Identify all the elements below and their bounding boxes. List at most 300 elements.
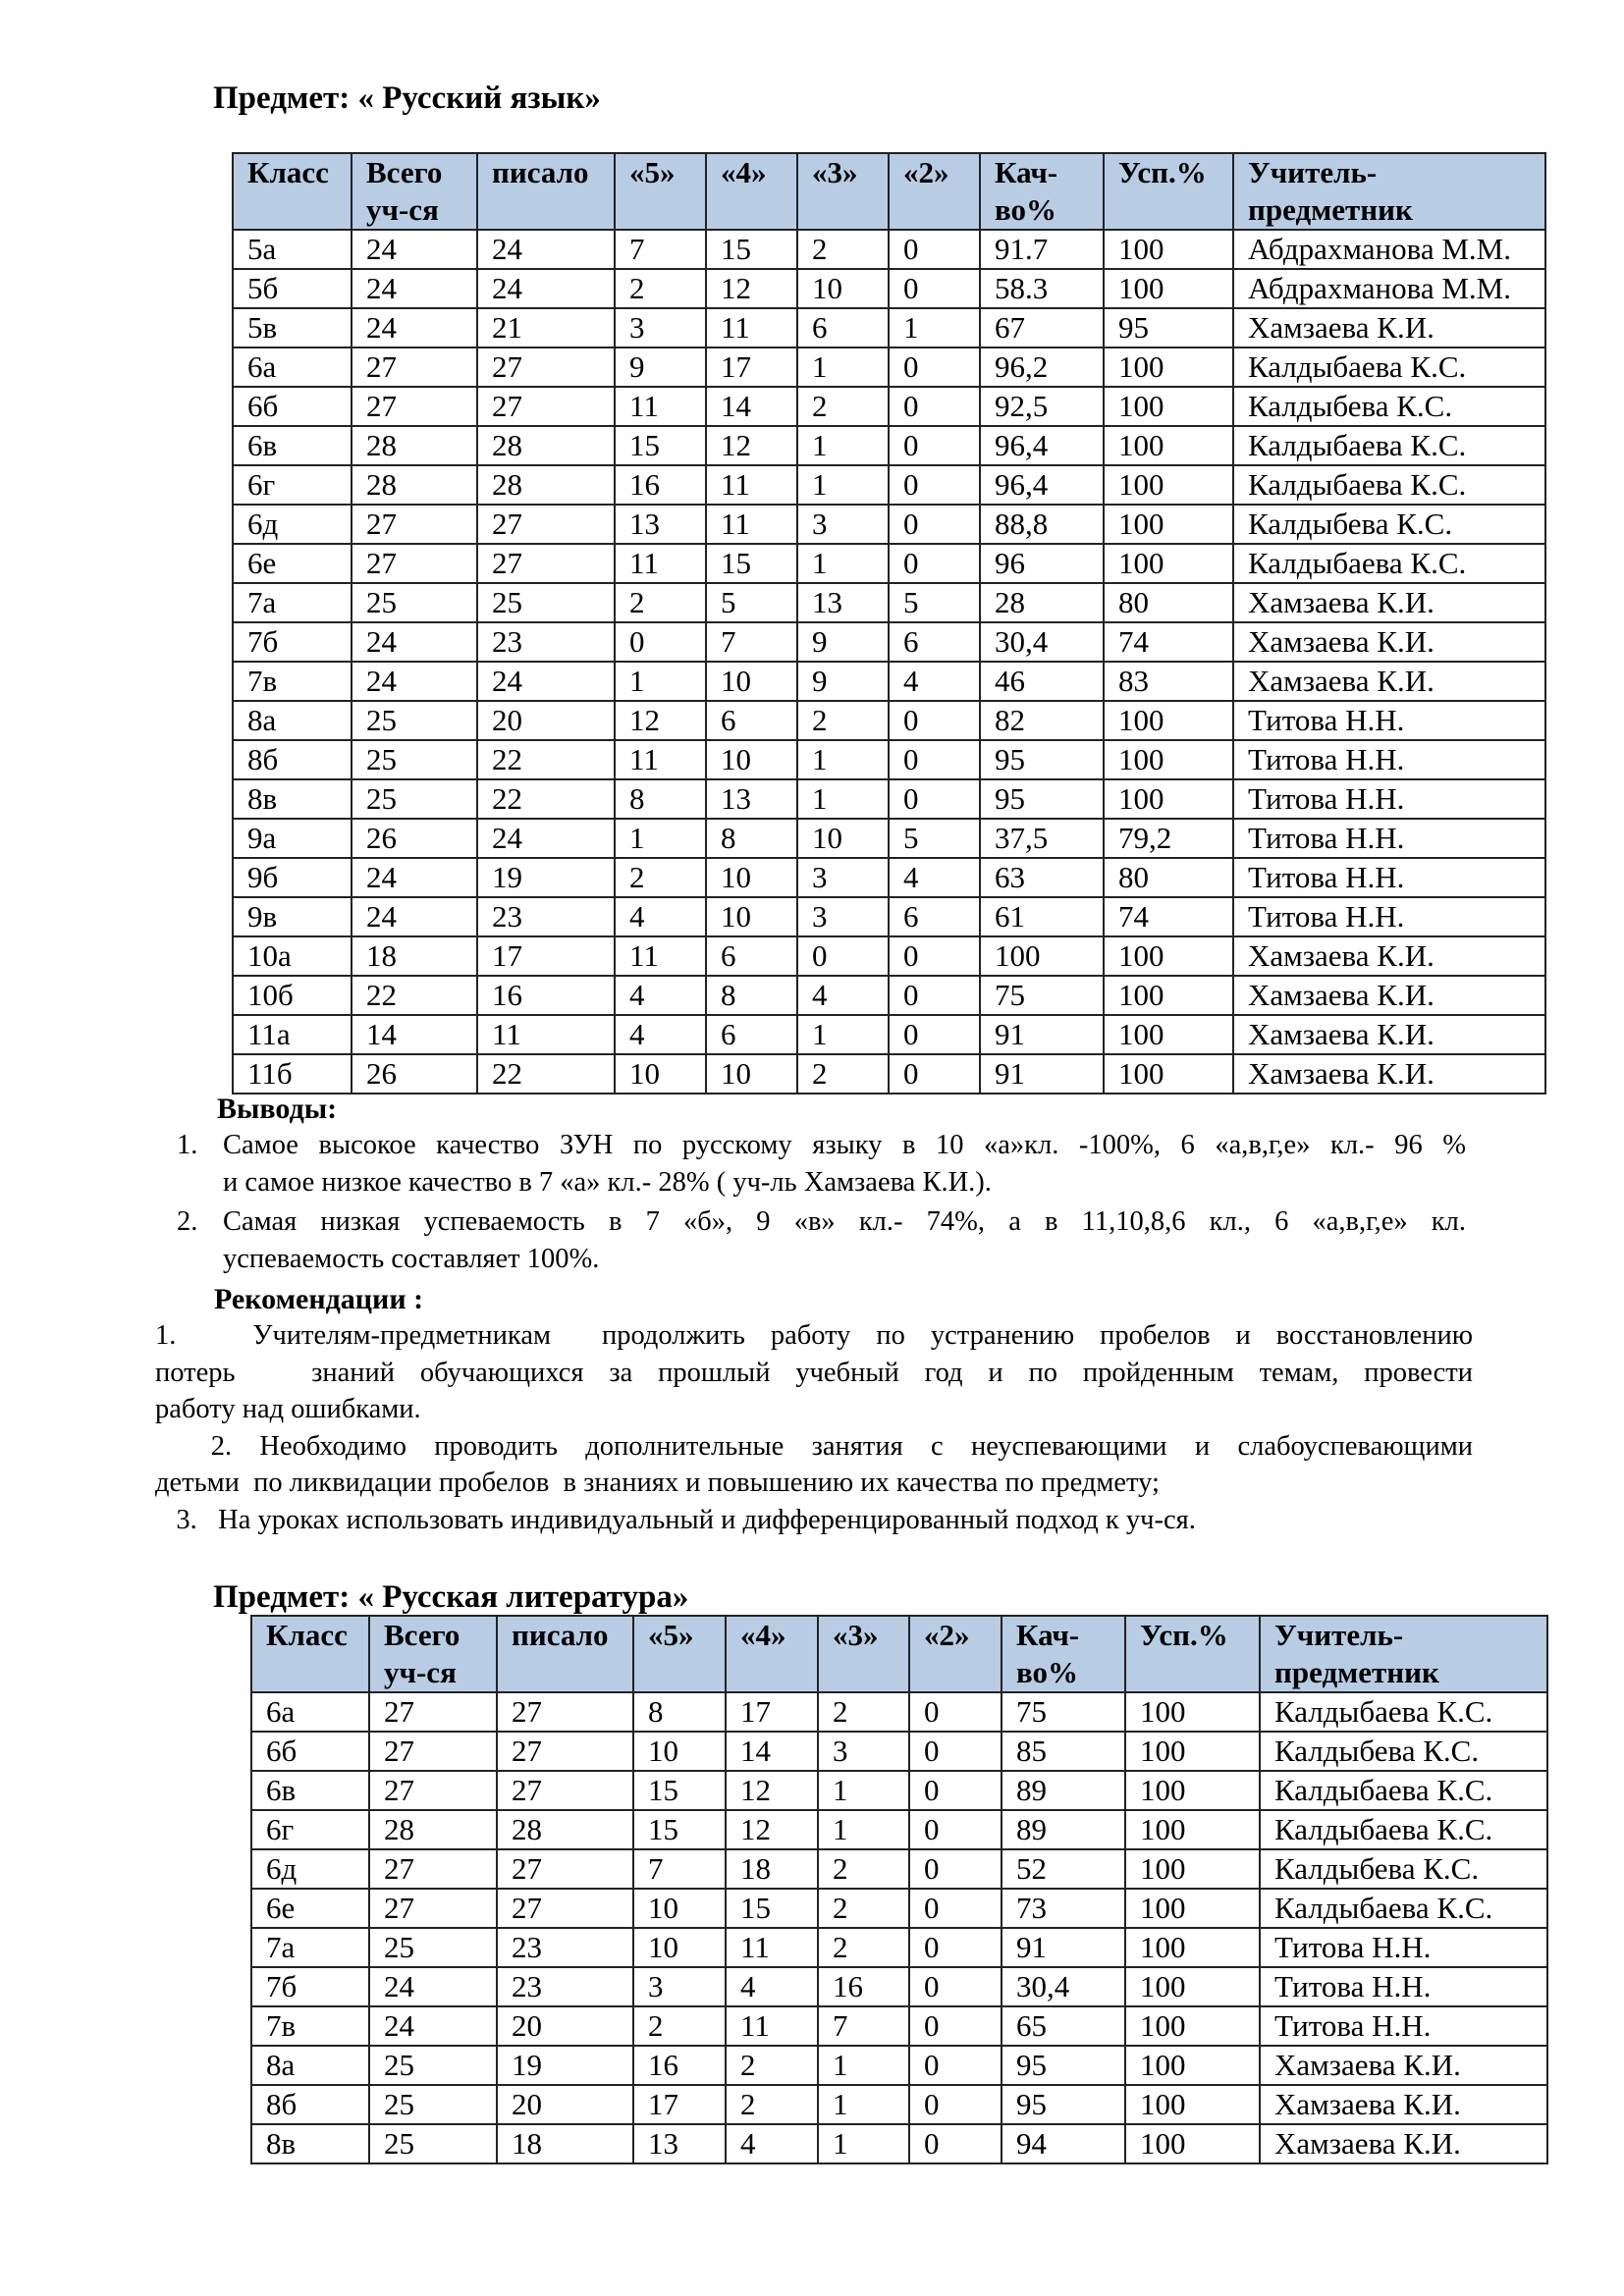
total-students-cell: 25 xyxy=(369,2124,497,2163)
grade-3-cell: 2 xyxy=(818,1889,909,1928)
quality-percent-cell: 61 xyxy=(980,897,1104,936)
teacher-cell: Калдыбаева К.С. xyxy=(1233,544,1545,583)
grade-4-cell: 10 xyxy=(706,662,797,701)
total-students-cell: 25 xyxy=(369,1928,497,1967)
grade-2-cell: 0 xyxy=(909,1889,1001,1928)
grade-5-cell: 3 xyxy=(633,1967,726,2006)
grade-4-cell: 10 xyxy=(706,740,797,779)
table-row xyxy=(251,2124,1547,2163)
grade-3-cell: 2 xyxy=(818,1928,909,1967)
grade-5-cell: 10 xyxy=(633,1889,726,1928)
grade-4-cell: 6 xyxy=(706,701,797,740)
grade-3-cell: 2 xyxy=(797,387,889,426)
teacher-cell: Хамзаева К.И. xyxy=(1233,936,1545,976)
quality-percent-cell: 95 xyxy=(1001,2046,1125,2085)
grade-4-cell: 7 xyxy=(706,622,797,662)
class-cell: 6е xyxy=(251,1889,369,1928)
success-percent-cell: 74 xyxy=(1104,622,1233,662)
teacher-cell: Калдыбаева К.С. xyxy=(1260,1771,1547,1810)
class-cell: 5а xyxy=(233,230,352,269)
success-percent-cell: 100 xyxy=(1104,779,1233,819)
grade-5-cell: 8 xyxy=(615,779,706,819)
grade-5-cell: 4 xyxy=(615,897,706,936)
quality-percent-cell: 46 xyxy=(980,662,1104,701)
grade-3-cell: 6 xyxy=(797,308,889,347)
quality-percent-cell: 65 xyxy=(1001,2006,1125,2046)
quality-percent-cell: 88,8 xyxy=(980,505,1104,544)
wrote-cell: 27 xyxy=(477,505,615,544)
table-row xyxy=(233,230,1545,269)
total-students-cell: 27 xyxy=(369,1889,497,1928)
success-percent-cell: 100 xyxy=(1104,1015,1233,1054)
table-row xyxy=(233,1015,1545,1054)
table-row xyxy=(233,505,1545,544)
success-percent-cell: 100 xyxy=(1104,347,1233,387)
grade-2-cell: 0 xyxy=(909,1810,1001,1849)
recommendation-item xyxy=(155,1502,1473,1539)
column-header xyxy=(615,153,706,230)
quality-percent-cell: 92,5 xyxy=(980,387,1104,426)
success-percent-cell: 100 xyxy=(1125,2006,1260,2046)
teacher-cell: Калдыбаева К.С. xyxy=(1260,1889,1547,1928)
wrote-cell: 17 xyxy=(477,936,615,976)
total-students-cell: 24 xyxy=(352,662,477,701)
total-students-cell: 27 xyxy=(369,1771,497,1810)
wrote-cell: 24 xyxy=(477,230,615,269)
wrote-cell: 24 xyxy=(477,819,615,858)
grade-3-cell: 2 xyxy=(797,230,889,269)
grade-3-cell: 0 xyxy=(797,936,889,976)
grade-5-cell: 15 xyxy=(633,1810,726,1849)
grade-2-cell: 0 xyxy=(889,740,980,779)
quality-percent-cell: 95 xyxy=(980,779,1104,819)
success-percent-cell: 100 xyxy=(1125,1928,1260,1967)
section-title-russian-language: Предмет: « Русский язык» xyxy=(213,80,601,116)
teacher-cell: Хамзаева К.И. xyxy=(1233,1015,1545,1054)
column-header xyxy=(889,153,980,230)
grade-2-cell: 0 xyxy=(889,465,980,505)
teacher-cell: Титова Н.Н. xyxy=(1260,1928,1547,1967)
column-header-line: предметник xyxy=(1274,1655,1439,1689)
grade-3-cell: 1 xyxy=(818,2046,909,2085)
grade-4-cell: 13 xyxy=(706,779,797,819)
grade-4-cell: 18 xyxy=(726,1849,818,1889)
column-header-line: уч-ся xyxy=(366,192,439,227)
total-students-cell: 27 xyxy=(352,387,477,426)
total-students-cell: 27 xyxy=(352,347,477,387)
class-cell: 7б xyxy=(251,1967,369,2006)
table-row xyxy=(233,740,1545,779)
column-header xyxy=(1233,153,1545,230)
grade-3-cell: 1 xyxy=(797,740,889,779)
conclusion-number: 1. xyxy=(177,1130,198,1160)
wrote-cell: 16 xyxy=(477,976,615,1015)
column-header-line: писало xyxy=(512,1618,609,1652)
class-cell: 6в xyxy=(251,1771,369,1810)
conclusions-heading: Выводы: xyxy=(217,1093,338,1125)
grade-3-cell: 4 xyxy=(797,976,889,1015)
table-row xyxy=(233,858,1545,897)
class-cell: 9б xyxy=(233,858,352,897)
grade-5-cell: 11 xyxy=(615,544,706,583)
success-percent-cell: 100 xyxy=(1125,1732,1260,1771)
table-row xyxy=(251,2085,1547,2124)
grade-2-cell: 0 xyxy=(909,1849,1001,1889)
column-header-line: во% xyxy=(1016,1655,1079,1689)
class-cell: 6б xyxy=(251,1732,369,1771)
grade-2-cell: 0 xyxy=(909,1692,1001,1732)
grade-3-cell: 9 xyxy=(797,622,889,662)
grade-3-cell: 1 xyxy=(797,779,889,819)
total-students-cell: 24 xyxy=(352,897,477,936)
quality-percent-cell: 30,4 xyxy=(1001,1967,1125,2006)
table-row xyxy=(233,544,1545,583)
success-percent-cell: 100 xyxy=(1125,1889,1260,1928)
grade-3-cell: 2 xyxy=(797,701,889,740)
wrote-cell: 22 xyxy=(477,779,615,819)
teacher-cell: Калдыбаева К.С. xyxy=(1233,465,1545,505)
grade-3-cell: 13 xyxy=(797,583,889,622)
column-header xyxy=(233,153,352,230)
quality-percent-cell: 96,4 xyxy=(980,465,1104,505)
column-header-line: Усп.% xyxy=(1140,1618,1228,1652)
grade-4-cell: 17 xyxy=(726,1692,818,1732)
total-students-cell: 24 xyxy=(369,1967,497,2006)
table-row xyxy=(251,2006,1547,2046)
class-cell: 7а xyxy=(251,1928,369,1967)
grade-4-cell: 10 xyxy=(706,858,797,897)
table-row xyxy=(233,308,1545,347)
grade-3-cell: 9 xyxy=(797,662,889,701)
success-percent-cell: 100 xyxy=(1104,701,1233,740)
class-cell: 9в xyxy=(233,897,352,936)
class-cell: 8в xyxy=(251,2124,369,2163)
column-header-line: Класс xyxy=(266,1618,348,1652)
wrote-cell: 19 xyxy=(477,858,615,897)
success-percent-cell: 74 xyxy=(1104,897,1233,936)
recommendation-item xyxy=(155,1317,1473,1428)
table-row xyxy=(233,583,1545,622)
class-cell: 6а xyxy=(233,347,352,387)
grade-2-cell: 0 xyxy=(909,1928,1001,1967)
class-cell: 6д xyxy=(233,505,352,544)
grade-2-cell: 0 xyxy=(889,387,980,426)
teacher-cell: Хамзаева К.И. xyxy=(1233,976,1545,1015)
teacher-cell: Титова Н.Н. xyxy=(1233,779,1545,819)
grade-5-cell: 2 xyxy=(615,269,706,308)
recommendation-line: работу над ошибками. xyxy=(155,1394,421,1424)
class-cell: 7в xyxy=(251,2006,369,2046)
grade-4-cell: 11 xyxy=(706,505,797,544)
column-header-line: «3» xyxy=(812,155,858,189)
quality-percent-cell: 82 xyxy=(980,701,1104,740)
teacher-cell: Калдыбаева К.С. xyxy=(1260,1692,1547,1732)
grade-5-cell: 12 xyxy=(615,701,706,740)
wrote-cell: 27 xyxy=(477,387,615,426)
grade-2-cell: 0 xyxy=(909,1732,1001,1771)
class-cell: 5в xyxy=(233,308,352,347)
column-header-line: «3» xyxy=(833,1618,879,1652)
wrote-cell: 23 xyxy=(477,897,615,936)
grade-5-cell: 11 xyxy=(615,936,706,976)
total-students-cell: 25 xyxy=(352,701,477,740)
grade-4-cell: 12 xyxy=(706,269,797,308)
grade-4-cell: 12 xyxy=(726,1771,818,1810)
teacher-cell: Титова Н.Н. xyxy=(1233,819,1545,858)
total-students-cell: 22 xyxy=(352,976,477,1015)
teacher-cell: Хамзаева К.И. xyxy=(1260,2124,1547,2163)
table-row xyxy=(251,1928,1547,1967)
column-header xyxy=(726,1616,818,1692)
grade-2-cell: 0 xyxy=(889,269,980,308)
grade-5-cell: 13 xyxy=(633,2124,726,2163)
quality-percent-cell: 94 xyxy=(1001,2124,1125,2163)
grade-4-cell: 4 xyxy=(726,2124,818,2163)
class-cell: 6б xyxy=(233,387,352,426)
wrote-cell: 20 xyxy=(497,2085,633,2124)
table-row xyxy=(233,387,1545,426)
wrote-cell: 20 xyxy=(477,701,615,740)
column-header xyxy=(497,1616,633,1692)
grade-5-cell: 0 xyxy=(615,622,706,662)
class-cell: 7а xyxy=(233,583,352,622)
teacher-cell: Титова Н.Н. xyxy=(1260,1967,1547,2006)
grade-4-cell: 4 xyxy=(726,1967,818,2006)
grade-5-cell: 3 xyxy=(615,308,706,347)
grade-5-cell: 10 xyxy=(633,1928,726,1967)
grade-4-cell: 11 xyxy=(706,308,797,347)
grade-4-cell: 10 xyxy=(706,897,797,936)
recommendations-list xyxy=(155,1317,1473,1538)
grade-2-cell: 5 xyxy=(889,583,980,622)
table-row xyxy=(233,976,1545,1015)
quality-percent-cell: 75 xyxy=(1001,1692,1125,1732)
teacher-cell: Хамзаева К.И. xyxy=(1260,2085,1547,2124)
class-cell: 6г xyxy=(233,465,352,505)
grade-5-cell: 15 xyxy=(615,426,706,465)
column-header-line: «2» xyxy=(903,155,949,189)
table-header-row xyxy=(251,1616,1547,1692)
quality-percent-cell: 28 xyxy=(980,583,1104,622)
table-row xyxy=(233,819,1545,858)
grade-4-cell: 15 xyxy=(726,1889,818,1928)
class-cell: 11б xyxy=(233,1054,352,1094)
success-percent-cell: 100 xyxy=(1125,1810,1260,1849)
column-header xyxy=(352,153,477,230)
grade-4-cell: 2 xyxy=(726,2046,818,2085)
total-students-cell: 25 xyxy=(369,2085,497,2124)
success-percent-cell: 100 xyxy=(1125,1849,1260,1889)
grade-5-cell: 1 xyxy=(615,819,706,858)
grade-5-cell: 11 xyxy=(615,387,706,426)
class-cell: 5б xyxy=(233,269,352,308)
total-students-cell: 25 xyxy=(352,779,477,819)
quality-percent-cell: 91.7 xyxy=(980,230,1104,269)
grade-2-cell: 1 xyxy=(889,308,980,347)
class-cell: 8в xyxy=(233,779,352,819)
grade-5-cell: 4 xyxy=(615,1015,706,1054)
class-cell: 6г xyxy=(251,1810,369,1849)
grade-3-cell: 10 xyxy=(797,269,889,308)
total-students-cell: 14 xyxy=(352,1015,477,1054)
grade-5-cell: 10 xyxy=(615,1054,706,1094)
total-students-cell: 18 xyxy=(352,936,477,976)
class-cell: 7в xyxy=(233,662,352,701)
column-header-line: предметник xyxy=(1248,192,1413,227)
wrote-cell: 22 xyxy=(477,1054,615,1094)
column-header xyxy=(1260,1616,1547,1692)
grade-4-cell: 15 xyxy=(706,544,797,583)
grade-2-cell: 4 xyxy=(889,662,980,701)
class-cell: 10а xyxy=(233,936,352,976)
column-header xyxy=(909,1616,1001,1692)
grade-3-cell: 1 xyxy=(818,1810,909,1849)
success-percent-cell: 100 xyxy=(1125,2124,1260,2163)
class-cell: 6а xyxy=(251,1692,369,1732)
conclusion-line: Самая низкая успеваемость в 7 «б», 9 «в» кл.- 74%, а в 11,10,8,6 кл., 6 «а,в,г,е» кл. xyxy=(223,1206,1466,1237)
total-students-cell: 24 xyxy=(369,2006,497,2046)
quality-percent-cell: 30,4 xyxy=(980,622,1104,662)
column-header-line: Учитель- xyxy=(1274,1618,1404,1652)
recommendation-line: 3. На уроках использовать индивидуальный и дифференцированный подход к уч-ся. xyxy=(155,1504,1196,1535)
teacher-cell: Хамзаева К.И. xyxy=(1233,622,1545,662)
table-header-row xyxy=(233,153,1545,230)
grade-4-cell: 11 xyxy=(706,465,797,505)
wrote-cell: 27 xyxy=(477,544,615,583)
grade-2-cell: 6 xyxy=(889,897,980,936)
teacher-cell: Калдыбева К.С. xyxy=(1233,505,1545,544)
teacher-cell: Титова Н.Н. xyxy=(1233,701,1545,740)
success-percent-cell: 80 xyxy=(1104,583,1233,622)
quality-percent-cell: 95 xyxy=(980,740,1104,779)
grade-2-cell: 0 xyxy=(909,2046,1001,2085)
class-cell: 6в xyxy=(233,426,352,465)
wrote-cell: 27 xyxy=(477,347,615,387)
column-header xyxy=(1104,153,1233,230)
wrote-cell: 28 xyxy=(497,1810,633,1849)
total-students-cell: 24 xyxy=(352,230,477,269)
grade-4-cell: 10 xyxy=(706,1054,797,1094)
table-row xyxy=(251,2046,1547,2085)
wrote-cell: 24 xyxy=(477,662,615,701)
wrote-cell: 27 xyxy=(497,1732,633,1771)
success-percent-cell: 100 xyxy=(1125,1771,1260,1810)
grade-3-cell: 1 xyxy=(797,426,889,465)
quality-percent-cell: 63 xyxy=(980,858,1104,897)
grade-4-cell: 11 xyxy=(726,1928,818,1967)
quality-percent-cell: 91 xyxy=(980,1054,1104,1094)
conclusion-number: 2. xyxy=(177,1206,198,1237)
section-title-russian-literature: Предмет: « Русская литература» xyxy=(213,1579,689,1615)
grade-5-cell: 8 xyxy=(633,1692,726,1732)
total-students-cell: 24 xyxy=(352,622,477,662)
column-header xyxy=(251,1616,369,1692)
total-students-cell: 27 xyxy=(369,1692,497,1732)
recommendation-line: 1. Учителям-предметникам продолжить работу по устранению пробелов и восстановлению xyxy=(155,1320,1473,1351)
grade-5-cell: 4 xyxy=(615,976,706,1015)
column-header-line: Всего xyxy=(366,155,443,189)
teacher-cell: Калдыбаева К.С. xyxy=(1260,1810,1547,1849)
quality-percent-cell: 75 xyxy=(980,976,1104,1015)
column-header xyxy=(1125,1616,1260,1692)
wrote-cell: 27 xyxy=(497,1771,633,1810)
grade-3-cell: 1 xyxy=(797,465,889,505)
grade-2-cell: 0 xyxy=(889,779,980,819)
results-table-russian-language xyxy=(232,152,1546,1095)
quality-percent-cell: 100 xyxy=(980,936,1104,976)
success-percent-cell: 100 xyxy=(1104,976,1233,1015)
quality-percent-cell: 96,4 xyxy=(980,426,1104,465)
success-percent-cell: 100 xyxy=(1104,269,1233,308)
grade-5-cell: 17 xyxy=(633,2085,726,2124)
grade-5-cell: 13 xyxy=(615,505,706,544)
grade-2-cell: 0 xyxy=(889,1054,980,1094)
grade-5-cell: 2 xyxy=(633,2006,726,2046)
grade-3-cell: 3 xyxy=(797,505,889,544)
grade-5-cell: 10 xyxy=(633,1732,726,1771)
grade-4-cell: 12 xyxy=(706,426,797,465)
teacher-cell: Хамзаева К.И. xyxy=(1233,1054,1545,1094)
wrote-cell: 28 xyxy=(477,426,615,465)
wrote-cell: 27 xyxy=(497,1849,633,1889)
recommendation-line: потерь знаний обучающихся за прошлый учебный год и по пройденным темам, провести xyxy=(155,1357,1473,1388)
grade-4-cell: 12 xyxy=(726,1810,818,1849)
total-students-cell: 26 xyxy=(352,819,477,858)
column-header xyxy=(818,1616,909,1692)
teacher-cell: Абдрахманова М.М. xyxy=(1233,230,1545,269)
column-header xyxy=(706,153,797,230)
grade-5-cell: 7 xyxy=(615,230,706,269)
grade-4-cell: 11 xyxy=(726,2006,818,2046)
quality-percent-cell: 52 xyxy=(1001,1849,1125,1889)
success-percent-cell: 100 xyxy=(1104,387,1233,426)
teacher-cell: Хамзаева К.И. xyxy=(1233,662,1545,701)
wrote-cell: 24 xyxy=(477,269,615,308)
quality-percent-cell: 73 xyxy=(1001,1889,1125,1928)
column-header xyxy=(369,1616,497,1692)
grade-2-cell: 0 xyxy=(909,1967,1001,2006)
class-cell: 11а xyxy=(233,1015,352,1054)
grade-2-cell: 0 xyxy=(889,976,980,1015)
quality-percent-cell: 96,2 xyxy=(980,347,1104,387)
teacher-cell: Титова Н.Н. xyxy=(1233,858,1545,897)
wrote-cell: 18 xyxy=(497,2124,633,2163)
table-row xyxy=(233,269,1545,308)
quality-percent-cell: 89 xyxy=(1001,1771,1125,1810)
teacher-cell: Калдыбаева К.С. xyxy=(1233,347,1545,387)
grade-2-cell: 0 xyxy=(909,1771,1001,1810)
success-percent-cell: 100 xyxy=(1104,740,1233,779)
grade-4-cell: 14 xyxy=(706,387,797,426)
grade-5-cell: 7 xyxy=(633,1849,726,1889)
success-percent-cell: 80 xyxy=(1104,858,1233,897)
class-cell: 6е xyxy=(233,544,352,583)
grade-2-cell: 0 xyxy=(889,505,980,544)
teacher-cell: Калдыбева К.С. xyxy=(1260,1849,1547,1889)
column-header-line: писало xyxy=(492,155,589,189)
grade-3-cell: 1 xyxy=(797,347,889,387)
table-row xyxy=(233,897,1545,936)
total-students-cell: 25 xyxy=(369,2046,497,2085)
success-percent-cell: 100 xyxy=(1104,936,1233,976)
total-students-cell: 24 xyxy=(352,308,477,347)
wrote-cell: 23 xyxy=(497,1928,633,1967)
total-students-cell: 27 xyxy=(352,544,477,583)
grade-5-cell: 16 xyxy=(615,465,706,505)
class-cell: 7б xyxy=(233,622,352,662)
grade-3-cell: 3 xyxy=(818,1732,909,1771)
column-header xyxy=(477,153,615,230)
